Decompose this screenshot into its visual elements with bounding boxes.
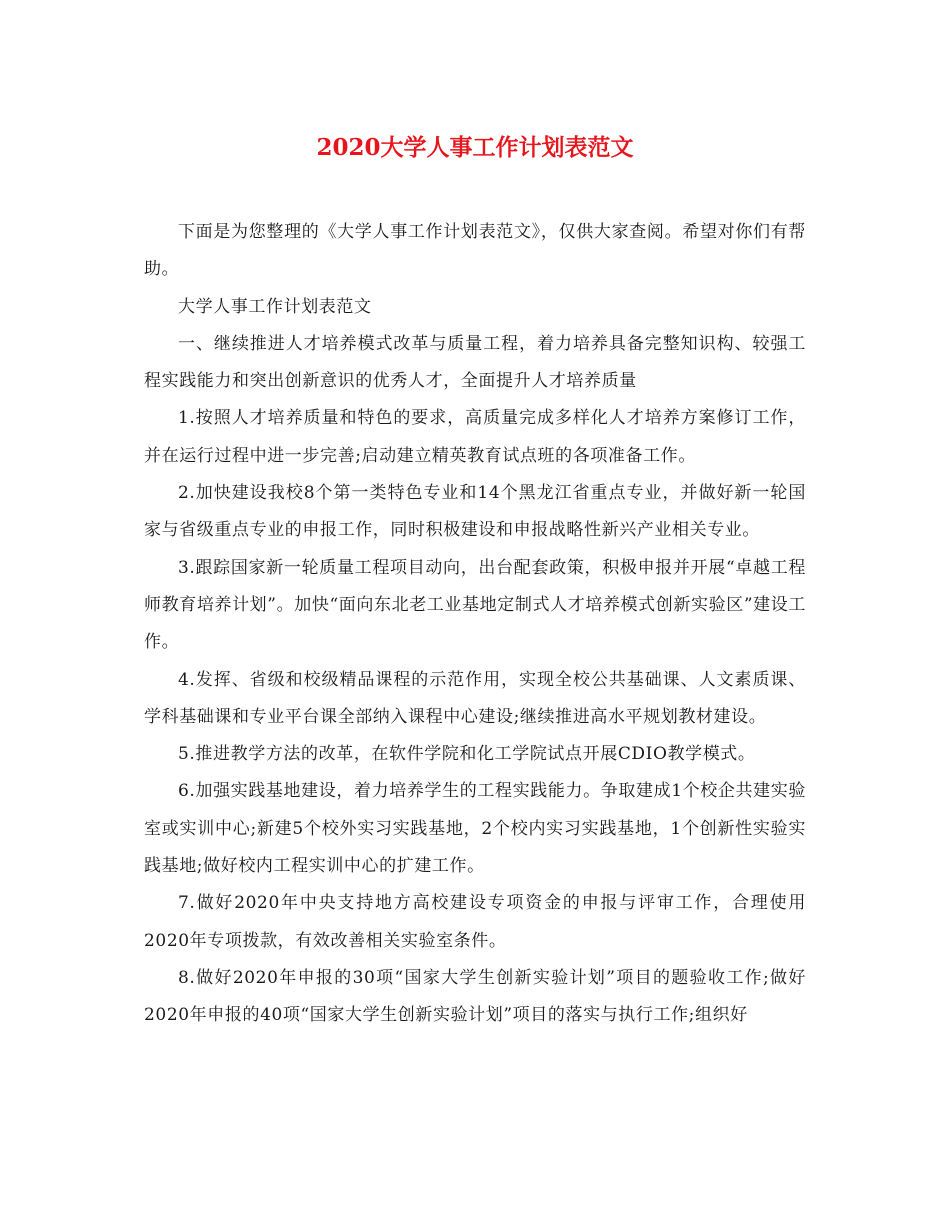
list-item-7: 7.做好2020年中央支持地方高校建设专项资金的申报与评审工作，合理使用2020年专项拨款，有效改善相关实验室条件。	[144, 893, 806, 951]
section-heading-1: 一、继续推进人才培养模式改革与质量工程，着力培养具备完整知识构、较强工程实践能力和突出创新意识的优秀人才，全面提升人才培养质量	[144, 333, 806, 392]
list-item-5: 5.推进教学方法的改革，在软件学院和化工学院试点开展CDIO教学模式。	[178, 744, 756, 765]
list-item-2: 2.加快建设我校8个第一类特色专业和14个黑龙江省重点专业，并做好新一轮国家与省级重点专业的申报工作，同时积极建设和申报战略性新兴产业相关专业。	[144, 483, 806, 541]
list-item-1: 1.按照人才培养质量和特色的要求，高质量完成多样化人才培养方案修订工作，并在运行过程中进一步完善;启动建立精英教育试点班的各项准备工作。	[144, 408, 806, 466]
list-item-3: 3.跟踪国家新一轮质量工程项目动向，出台配套政策，积极申报并开展“卓越工程师教育培养计划”。加快“面向东北老工业基地定制式人才培养模式创新实验区”建设工作。	[144, 557, 806, 653]
document-body	[144, 214, 806, 1035]
intro-paragraph: 下面是为您整理的《大学人事工作计划表范文》，仅供大家查阅。希望对你们有帮助。	[144, 222, 806, 280]
list-item-6: 6.加强实践基地建设，着力培养学生的工程实践能力。争取建成1个校企共建实验室或实训中心;新建5个校外实习实践基地，2个校内实习实践基地，1个创新性实验实践基地;做好校内工程实训中心的扩建工作。	[144, 781, 806, 877]
subtitle-paragraph: 大学人事工作计划表范文	[178, 296, 372, 317]
list-item-8: 8.做好2020年申报的30项“国家大学生创新实验计划”项目的题验收工作;做好2020年申报的40项“国家大学生创新实验计划”项目的落实与执行工作;组织好	[144, 967, 806, 1026]
document-title: 2020大学人事工作计划表范文	[316, 134, 634, 161]
list-item-4: 4.发挥、省级和校级精品课程的示范作用，实现全校公共基础课、人文素质课、学科基础课和专业平台课全部纳入课程中心建设;继续推进高水平规划教材建设。	[144, 669, 806, 727]
